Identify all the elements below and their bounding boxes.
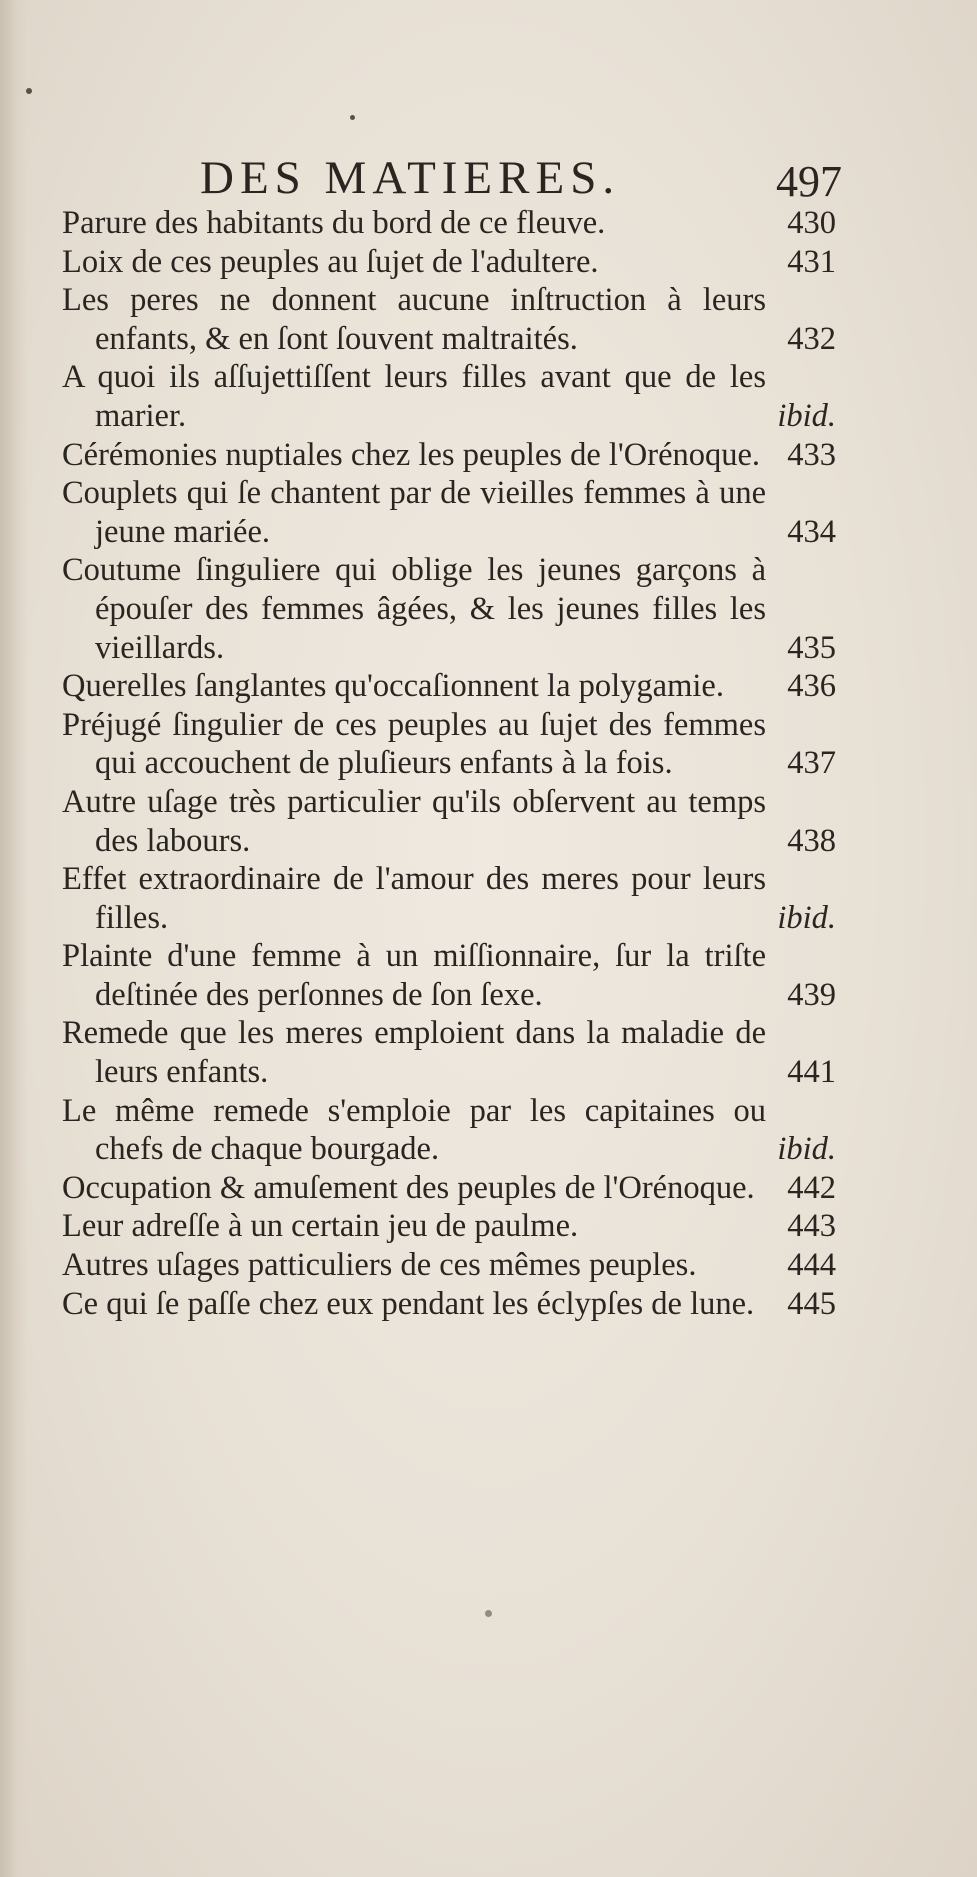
entry-page-ref: 434 [787,513,836,550]
ink-speck [350,115,355,120]
entry-text: Querelles ſanglantes qu'occaſionnent la polygamie. [62,668,724,705]
entry-page-ref: 441 [787,1054,836,1091]
index-entry [62,1169,836,1208]
entry-page-ref: 438 [787,822,836,859]
index-entries [62,204,836,1323]
index-entry [62,1207,836,1246]
entry-page-ref: 442 [787,1169,836,1206]
entry-text: Couplets qui ſe chantent par de vieilles femmes à une jeune mariée. [62,475,766,550]
entry-page-ref: 444 [787,1247,836,1284]
entry-page-ref: 430 [787,205,836,241]
index-entry [62,1285,836,1324]
entry-text: Occupation & amuſement des peuples de l'Orénoque. [62,1169,755,1206]
entry-text: Remede que les meres emploient dans la maladie de leurs enfants. [62,1015,766,1091]
header-page-number: 497 [776,157,842,206]
entry-page-ref: ibid. [777,397,836,434]
entry-page-ref: 437 [787,745,836,782]
index-entry [62,783,836,860]
entry-page-ref: ibid. [777,899,836,936]
ink-speck [26,88,32,94]
index-entry [62,204,836,243]
index-entry [62,281,836,358]
entry-text: Leur adreſſe à un certain jeu de paulme. [62,1208,579,1245]
entry-text: A quoi ils aſſujettiſſent leurs filles avant que de les marier. [62,359,766,434]
entry-text: Le même remede s'emploie par les capitaines ou chefs de chaque bourgade. [62,1092,766,1168]
index-entry [62,358,836,435]
entry-page-ref: 443 [787,1208,836,1245]
entry-text: Cérémonies nuptiales chez les peuples de l'Orénoque. [62,436,761,473]
entry-text: Effet extraordinaire de l'amour des meres pour leurs filles. [62,861,766,936]
index-entry [62,474,836,551]
index-entry [62,243,836,282]
entry-text: Coutume ſinguliere qui oblige les jeunes garçons à épouſer des femmes âgées, & les jeunes filles les vieillards. [62,552,766,666]
index-entry [62,1092,836,1169]
index-entry [62,436,836,475]
entry-page-ref: 432 [787,320,836,357]
entry-text: Autres uſages patticuliers de ces mêmes peuples. [62,1247,697,1284]
entry-page-ref: 445 [787,1285,836,1322]
entry-text: Ce qui ſe paſſe chez eux pendant les éclypſes de lune. [62,1285,755,1322]
entry-text: Plainte d'une femme à un miſſionnaire, ſur la triſte deſtinée des perſonnes de ſon ſexe. [62,938,766,1013]
running-header [200,148,842,208]
entry-text: Loix de ces peuples au ſujet de l'adultere. [62,243,599,280]
index-entry [62,667,836,706]
index-entry [62,706,836,783]
entry-text: Autre uſage très particulier qu'ils obſervent au temps des labours. [62,783,766,859]
header-title: DES MATIERES. [200,152,621,204]
entry-page-ref: 436 [787,668,836,705]
index-entry [62,551,836,667]
entry-text: Parure des habitants du bord de ce fleuve. [62,205,606,241]
entry-text: Préjugé ſingulier de ces peuples au ſujet des femmes qui accouchent de pluſieurs enfants à la fois. [62,706,766,782]
entry-page-ref: ibid. [777,1131,836,1168]
index-entry [62,1014,836,1091]
index-entry [62,1246,836,1285]
entry-page-ref: 435 [787,629,836,666]
entry-text: Les peres ne donnent aucune inſtruction à leurs enfants, & en ſont ſouvent maltraités. [62,282,766,357]
page-gutter-shadow [0,0,28,1877]
entry-page-ref: 433 [787,436,836,473]
index-entry [62,937,836,1014]
index-entry [62,860,836,937]
entry-page-ref: 439 [787,976,836,1013]
ink-speck [485,1610,492,1617]
entry-page-ref: 431 [787,243,836,280]
